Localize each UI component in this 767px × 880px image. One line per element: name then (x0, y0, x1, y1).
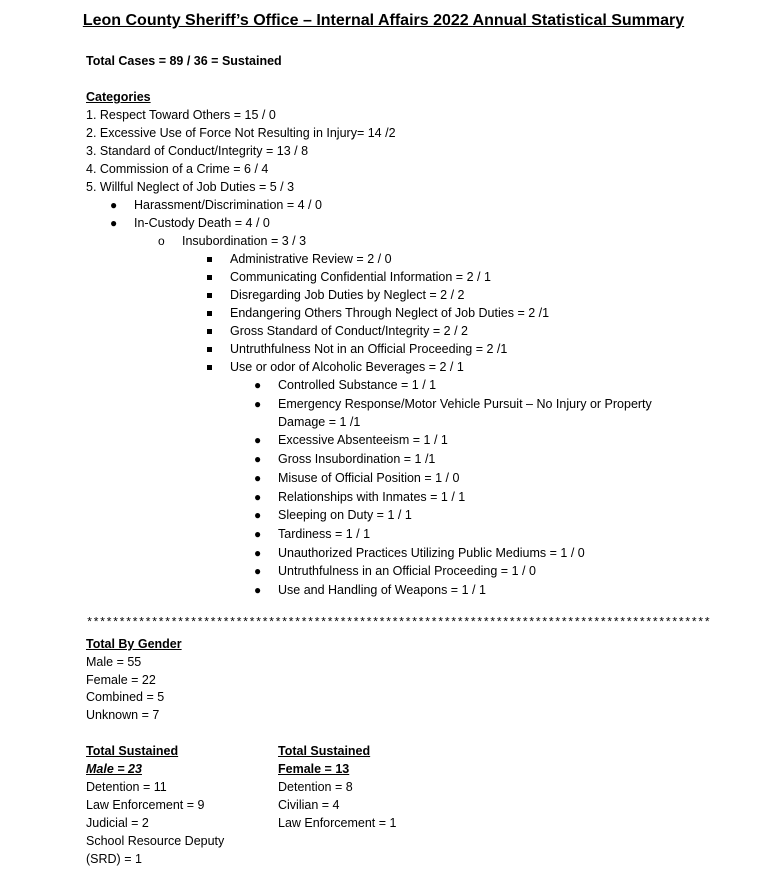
category-item: 2. Excessive Use of Force Not Resulting in Injury= 14 /2 (86, 126, 396, 140)
bullet-dot-icon: ● (254, 546, 262, 560)
bullet-dot-icon: ● (254, 508, 262, 522)
bullet-square-icon (207, 347, 212, 352)
category-subitem: Emergency Response/Motor Vehicle Pursuit – No Injury or Property (278, 397, 652, 411)
category-subitem: Harassment/Discrimination = 4 / 0 (134, 198, 322, 212)
document-title: Leon County Sheriff’s Office – Internal Affairs 2022 Annual Statistical Summary (82, 12, 685, 29)
categories-heading: Categories (86, 90, 151, 104)
bullet-square-icon (207, 293, 212, 298)
category-subitem: Disregarding Job Duties by Neglect = 2 / 2 (230, 288, 465, 302)
category-subitem: Sleeping on Duty = 1 / 1 (278, 508, 412, 522)
category-subitem: Communicating Confidential Information = 2 / 1 (230, 270, 491, 284)
bullet-square-icon (207, 311, 212, 316)
sustained-female-item: Detention = 8 (278, 780, 353, 794)
bullet-dot-icon: ● (254, 433, 262, 447)
bullet-dot-icon: ● (254, 397, 262, 411)
sustained-male-item: Judicial = 2 (86, 816, 149, 830)
sustained-male-item: Detention = 11 (86, 780, 167, 794)
sustained-female-item: Law Enforcement = 1 (278, 816, 397, 830)
category-item: 3. Standard of Conduct/Integrity = 13 / 8 (86, 144, 309, 158)
category-subitem: Gross Standard of Conduct/Integrity = 2 / 2 (230, 324, 468, 338)
bullet-square-icon (207, 329, 212, 334)
category-subitem: Insubordination = 3 / 3 (182, 234, 307, 248)
category-subitem: Controlled Substance = 1 / 1 (278, 378, 437, 392)
category-subitem: Excessive Absenteeism = 1 / 1 (278, 433, 448, 447)
category-subitem: Endangering Others Through Neglect of Job Duties = 2 /1 (230, 306, 550, 320)
bullet-dot-icon: ● (254, 452, 262, 466)
bullet-dot-icon: ● (254, 490, 262, 504)
category-subitem: Misuse of Official Position = 1 / 0 (278, 471, 460, 485)
category-subitem-continuation: Damage = 1 /1 (278, 415, 361, 429)
category-subitem: Tardiness = 1 / 1 (278, 527, 371, 541)
separator-line: ************************************************************************************************ (86, 616, 711, 630)
bullet-dot-icon: ● (254, 378, 262, 392)
bullet-dot-icon: ● (254, 471, 262, 485)
sustained-male-item: Law Enforcement = 9 (86, 798, 205, 812)
sustained-female-item: Civilian = 4 (278, 798, 340, 812)
category-subitem: Use and Handling of Weapons = 1 / 1 (278, 583, 486, 597)
category-subitem: Administrative Review = 2 / 0 (230, 252, 392, 266)
total-cases: Total Cases = 89 / 36 = Sustained (86, 54, 282, 68)
sustained-female-heading: Total Sustained (278, 744, 371, 758)
sustained-male-heading: Total Sustained (86, 744, 179, 758)
bullet-square-icon (207, 257, 212, 262)
gender-heading: Total By Gender (86, 637, 182, 651)
category-subitem: Untruthfulness Not in an Official Proceeding = 2 /1 (230, 342, 508, 356)
bullet-square-icon (207, 275, 212, 280)
category-item: 5. Willful Neglect of Job Duties = 5 / 3 (86, 180, 295, 194)
category-item: 1. Respect Toward Others = 15 / 0 (86, 108, 276, 122)
bullet-dot-icon: ● (110, 216, 118, 230)
bullet-dot-icon: ● (254, 583, 262, 597)
sustained-female-subheading: Female = 13 (278, 762, 350, 776)
category-subitem: In-Custody Death = 4 / 0 (134, 216, 270, 230)
bullet-dot-icon: ● (254, 564, 262, 578)
bullet-dot-icon: ● (110, 198, 118, 212)
category-subitem: Untruthfulness in an Official Proceeding = 1 / 0 (278, 564, 536, 578)
bullet-circle-icon: o (158, 234, 165, 248)
category-subitem: Unauthorized Practices Utilizing Public Mediums = 1 / 0 (278, 546, 585, 560)
sustained-male-item: (SRD) = 1 (86, 852, 142, 866)
bullet-square-icon (207, 365, 212, 370)
gender-item: Combined = 5 (86, 690, 165, 704)
category-subitem: Use or odor of Alcoholic Beverages = 2 / 1 (230, 360, 464, 374)
category-subitem: Gross Insubordination = 1 /1 (278, 452, 436, 466)
category-item: 4. Commission of a Crime = 6 / 4 (86, 162, 269, 176)
gender-item: Female = 22 (86, 673, 156, 687)
category-subitem: Relationships with Inmates = 1 / 1 (278, 490, 466, 504)
bullet-dot-icon: ● (254, 527, 262, 541)
gender-item: Male = 55 (86, 655, 142, 669)
sustained-male-item: School Resource Deputy (86, 834, 225, 848)
gender-item: Unknown = 7 (86, 708, 160, 722)
sustained-male-subheading: Male = 23 (86, 762, 142, 776)
